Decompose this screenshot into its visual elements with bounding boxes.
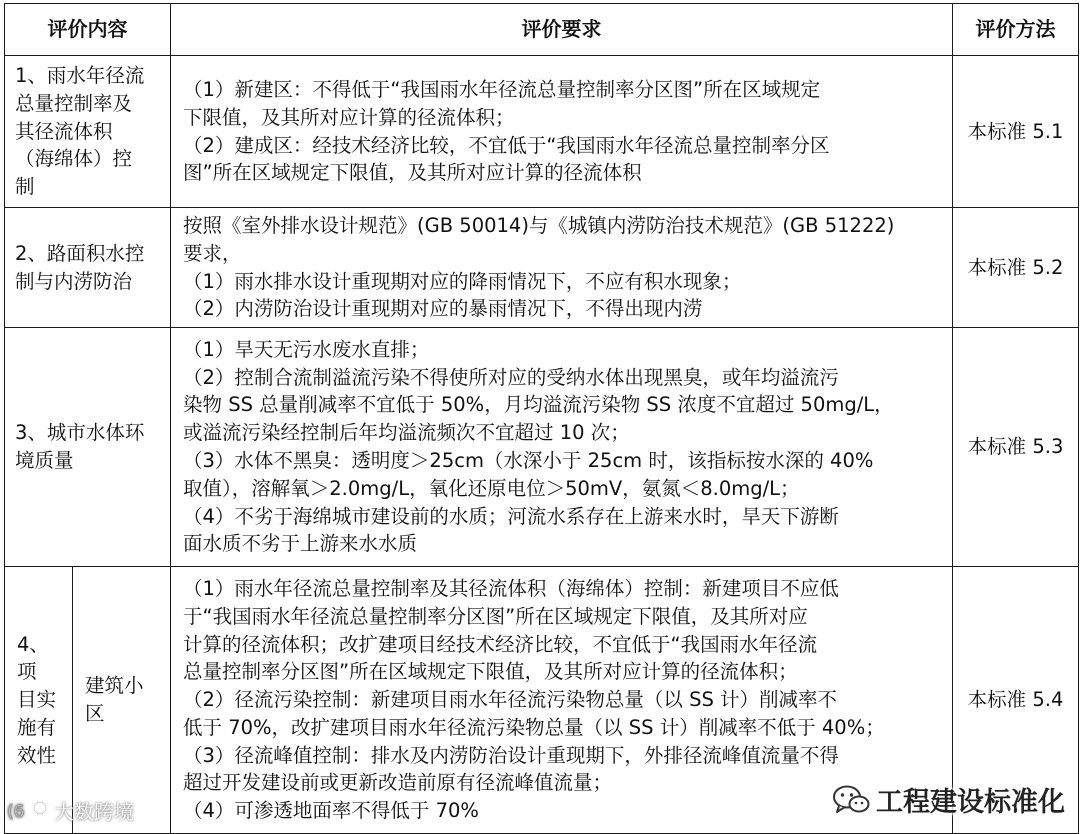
table-row xyxy=(5,328,1079,567)
wechat-icon xyxy=(832,784,870,816)
watermark-left xyxy=(6,796,134,825)
table-row xyxy=(5,56,1079,208)
brand-logo-icon xyxy=(6,798,50,824)
row-method: 本标准 5.4 xyxy=(953,567,1079,834)
header-content: 评价内容 xyxy=(5,4,171,56)
row-category: 2、路面积水控 制与内涝防治 xyxy=(5,208,171,328)
standard-table xyxy=(4,3,1079,834)
row-category: 1、雨水年径流 总量控制率及 其径流体积 （海绵体）控 制 xyxy=(5,56,171,208)
header-method: 评价方法 xyxy=(953,4,1079,56)
header-requirements: 评价要求 xyxy=(171,4,953,56)
row-method: 本标准 5.3 xyxy=(953,328,1079,567)
table-row xyxy=(5,208,1079,328)
watermark-right xyxy=(832,780,1065,819)
svg-text:(6: (6 xyxy=(7,801,25,822)
row-method: 本标准 5.1 xyxy=(953,56,1079,208)
row-subcategory: 建筑小 区 xyxy=(73,567,171,834)
table-header-row xyxy=(5,4,1079,56)
row-category: 3、城市水体环 境质量 xyxy=(5,328,171,567)
row-category: 4、项 目实 施有 效性 xyxy=(5,567,73,834)
row-requirements: （1）新建区：不得低于“我国雨水年径流总量控制率分区图”所在区域规定 下限值，及其所对应计算的径流体积； （2）建成区：经技术经济比较，不宜低于“我国雨水年径流总量控制率分区 图”所在区域规定下限值，及其所对应计算的径流体积 xyxy=(171,56,953,208)
watermark-right-text: 工程建设标准化 xyxy=(876,787,1065,818)
row-requirements: （1）雨水年径流总量控制率及其径流体积（海绵体）控制：新建项目不应低 于“我国雨水年径流总量控制率分区图”所在区域规定下限值，及其所对应 计算的径流体积；改扩建项目经技术经济比较，不宜低于“我国雨水年径流 总量控制率分区图”所在区域规定下限值，及其所对应计算的径流体积； （2）径流污染控制：新建项目雨水年径流污染物总量（以 SS 计）削减率不 低于 70%，改扩建项目雨水年径流污染物总量（以 SS 计）削减率不低于 40%； （3）径流峰值控制：排水及内涝防治设计重现期下，外排径流峰值流量不得 超过开发建设前或更新改造前原有径流峰值流量； （4）可渗透地面率不得低于 70% xyxy=(171,567,953,834)
row-method: 本标准 5.2 xyxy=(953,208,1079,328)
watermark-left-text: 大数跨境 xyxy=(54,800,134,824)
row-requirements: （1）旱天无污水废水直排； （2）控制合流制溢流污染不得使所对应的受纳水体出现黑臭，或年均溢流污 染物 SS 总量削减率不宜低于 50%，月均溢流污染物 SS 浓度不宜超过 50mg/L， 或溢流污染经控制后年均溢流频次不宜超过 10 次； （3）水体不黑臭：透明度＞25cm（水深小于 25cm 时，该指标按水深的 40% 取值），溶解氧＞2.0mg/L，氧化还原电位＞50mV，氨氮＜8.0mg/L； （4）不劣于海绵城市建设前的水质；河流水系存在上游来水时，旱天下游断 面水质不劣于上游来水水质 xyxy=(171,328,953,567)
row-requirements: 按照《室外排水设计规范》(GB 50014)与《城镇内涝防治技术规范》(GB 51222) 要求， （1）雨水排水设计重现期对应的降雨情况下，不应有积水现象； （2）内涝防治设计重现期对应的暴雨情况下，不得出现内涝 xyxy=(171,208,953,328)
